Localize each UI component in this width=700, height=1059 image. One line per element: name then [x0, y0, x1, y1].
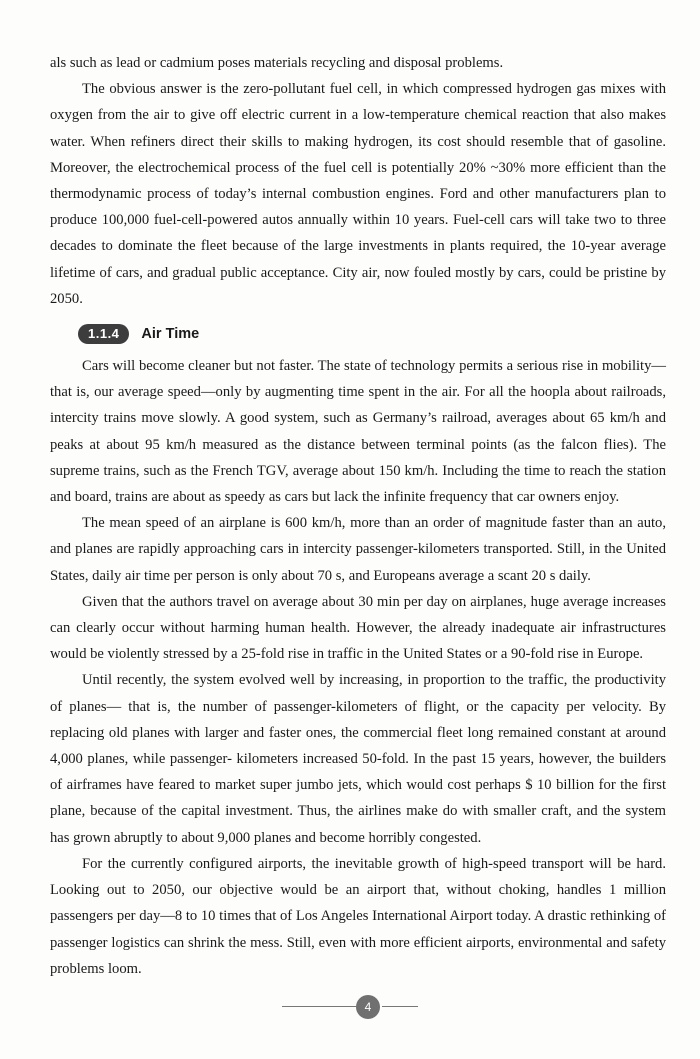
paragraph-fuel-cell: The obvious answer is the zero-pollutant fuel cell, in which compressed hydrogen gas mixes with oxygen from the air to give off electric current in a low-temperature chemical reaction that also makes water. When refiners direct their skills to making hydrogen, its cost should resemble that of gasoline. Moreover, the electrochemical process of the fuel cell is potentially 20% ~30% more efficient than the thermodynamic process of today’s internal combustion engines. Ford and other manufacturers plan to produce 100,000 fuel-cell-powered autos annually within 10 years. Fuel-cell cars will take two to three decades to dominate the fleet because of the large investments in plants required, the 10-year average lifetime of cars, and gradual public acceptance. City air, now fouled mostly by cars, could be pristine by 2050.	[50, 81, 666, 307]
section-heading	[78, 323, 666, 345]
footer-rule-left	[282, 1006, 356, 1007]
section-title: Air Time	[141, 325, 200, 342]
page-number: 4	[356, 995, 380, 1019]
paragraph-airports: For the currently configured airports, the inevitable growth of high-speed transport will be hard. Looking out to 2050, our objective would be an airport that, without choking, handles 1 million passengers per day—8 to 10 times that of Los Angeles International Airport today. A drastic rethinking of passenger logistics can shrink the mess. Still, even with more efficient airports, environmental and safety problems loom.	[50, 855, 666, 977]
section-number-badge: 1.1.4	[78, 324, 129, 344]
paragraph-mobility: Cars will become cleaner but not faster. The state of technology permits a serious rise in mobility—that is, our average speed—only by augmenting time spent in the air. For all the hoopla about railroads, intercity trains move slowly. A good system, such as Germany’s railroad, averages about 65 km/h and peaks at about 95 km/h measured as the distance between terminal points (as the falcon flies). The supreme trains, such as the French TGV, average about 150 km/h. Including the time to reach the station and board, trains are about as speedy as cars but lack the infinite frequency that car owners enjoy.	[50, 358, 666, 506]
body-text	[50, 50, 666, 982]
footer-rule-right	[382, 1006, 418, 1007]
page-footer	[0, 994, 700, 1020]
paragraph-plane-productivity: Until recently, the system evolved well by increasing, in proportion to the traffic, the productivity of planes— that is, the number of passenger-kilometers of flight, or the capacity per velocity. By replacing old planes with larger and faster ones, the commercial fleet long remained constant at around 4,000 planes, while passenger- kilometers increased 50-fold. In the past 15 years, however, the builders of airframes have feared to market super jumbo jets, which would cost perhaps $ 10 billion for the first plane, because of the capital investment. Thus, the airlines make do with smaller craft, and the system has grown abruptly to about 9,000 planes and become horribly congested.	[50, 672, 666, 846]
paragraph-air-travel-increase: Given that the authors travel on average about 30 min per day on airplanes, huge average increases can clearly occur without harming human health. However, the already inadequate air infrastructures would be violently stressed by a 25-fold rise in traffic in the United States or a 90-fold rise in Europe.	[50, 593, 666, 663]
paragraph-continued: als such as lead or cadmium poses materials recycling and disposal problems.	[50, 55, 504, 71]
paragraph-airplane-speed: The mean speed of an airplane is 600 km/h, more than an order of magnitude faster than an auto, and planes are rapidly approaching cars in intercity passenger-kilometers transported. Still, in the United States, daily air time per person is only about 70 s, and Europeans average a scant 20 s daily.	[50, 515, 666, 584]
